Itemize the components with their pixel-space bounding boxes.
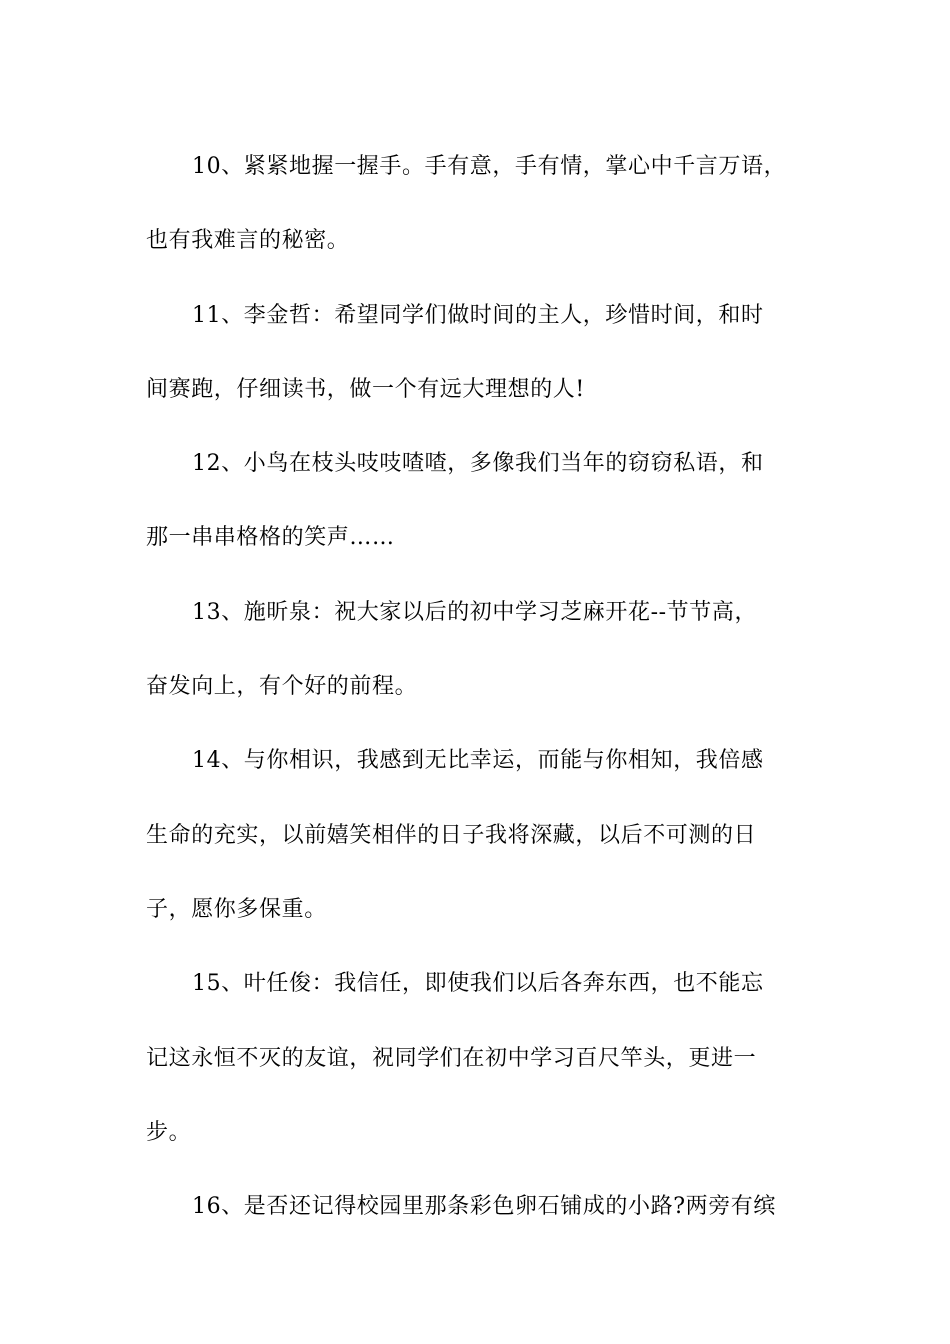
paragraph-line: 记这永恒不灭的友谊，祝同学们在初中学习百尺竿头，更进一 [146,1045,757,1071]
paragraph-line: 生命的充实，以前嬉笑相伴的日子我将深藏，以后不可测的日 [146,822,757,848]
paragraph-line: 步。 [146,1119,192,1145]
paragraph-line: 子，愿你多保重。 [146,896,327,922]
paragraph-line: 12、小鸟在枝头吱吱喳喳，多像我们当年的窃窃私语，和 [192,451,764,477]
paragraph-line: 间赛跑，仔细读书，做一个有远大理想的人! [146,376,585,402]
paragraph-10 [146,130,806,279]
paragraph-12 [146,427,806,576]
paragraph-line: 13、施昕泉：祝大家以后的初中学习芝麻开花--节节高， [192,599,758,625]
paragraph-line: 15、叶任俊：我信任，即使我们以后各奔东西，也不能忘 [192,971,764,997]
paragraph-15 [146,947,806,1170]
paragraph-14 [146,724,806,947]
paragraph-line: 也有我难言的秘密。 [146,228,350,254]
paragraph-16 [146,1170,806,1244]
paragraph-13 [146,576,806,725]
paragraph-line: 那一串串格格的笑声…… [146,525,395,551]
paragraph-line: 16、是否还记得校园里那条彩色卵石铺成的小路?两旁有缤 [192,1194,776,1220]
document-body [146,130,806,1244]
paragraph-line: 11、李金哲：希望同学们做时间的主人，珍惜时间，和时 [192,302,764,328]
paragraph-line: 奋发向上，有个好的前程。 [146,674,418,700]
paragraph-line: 14、与你相识，我感到无比幸运，而能与你相知，我倍感 [192,748,764,774]
paragraph-line: 10、紧紧地握一握手。手有意，手有情，掌心中千言万语， [192,154,787,179]
paragraph-11 [146,279,806,428]
